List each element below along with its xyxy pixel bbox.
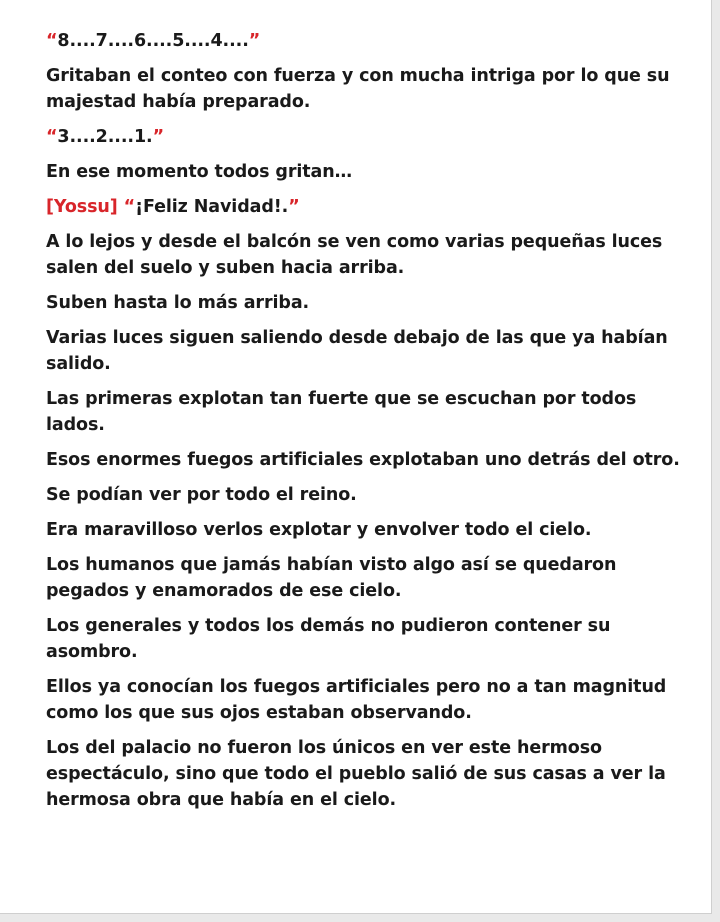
paragraph-text: Ellos ya conocían los fuegos artificiales pero no a tan magnitud como los que sus ojos estaban observando.: [46, 677, 667, 723]
paragraph: [46, 735, 686, 813]
paragraph: [46, 194, 686, 220]
paragraph-text: Varias luces siguen saliendo desde debajo de las que ya habían salido.: [46, 328, 668, 374]
paragraph: [46, 482, 686, 508]
paragraph-text: Los generales y todos los demás no pudieron contener su asombro.: [46, 616, 611, 662]
paragraph: [46, 229, 686, 281]
close-quote: ”: [248, 31, 261, 51]
paragraph: [46, 290, 686, 316]
paragraph: [46, 159, 686, 185]
paragraph-text: Se podían ver por todo el reino.: [46, 485, 357, 505]
speaker-tag: [Yossu]: [46, 197, 124, 217]
paragraph: [46, 325, 686, 377]
paragraph: [46, 386, 686, 438]
paragraph-text: Esos enormes fuegos artificiales explotaban uno detrás del otro.: [46, 450, 680, 470]
paragraph-text: Suben hasta lo más arriba.: [46, 293, 310, 313]
open-quote: “: [46, 31, 58, 51]
paragraph-text: Los del palacio no fueron los únicos en ver este hermoso espectáculo, sino que todo el pueblo salió de sus casas a ver la hermosa obra que había en el cielo.: [46, 738, 666, 810]
paragraph: [46, 517, 686, 543]
open-quote: “: [123, 197, 136, 217]
paragraph-text: 8....7....6....5....4....: [57, 31, 249, 51]
paragraph: [46, 447, 686, 473]
paragraph-text: ¡Feliz Navidad!.: [135, 197, 289, 217]
paragraph: [46, 552, 686, 604]
paragraph-text: Los humanos que jamás habían visto algo así se quedaron pegados y enamorados de ese cielo.: [46, 555, 617, 601]
close-quote: ”: [288, 197, 300, 217]
paragraph-text: Era maravilloso verlos explotar y envolver todo el cielo.: [46, 520, 592, 540]
close-quote: ”: [152, 127, 164, 147]
paragraph: [46, 613, 686, 665]
paragraph: [46, 124, 686, 150]
paragraph-text: 3....2....1.: [57, 127, 153, 147]
paragraph-text: A lo lejos y desde el balcón se ven como varias pequeñas luces salen del suelo y suben hacia arriba.: [46, 232, 663, 278]
document-body: [46, 28, 686, 822]
paragraph-text: Las primeras explotan tan fuerte que se escuchan por todos lados.: [46, 389, 637, 435]
paragraph-text: Gritaban el conteo con fuerza y con mucha intriga por lo que su majestad había preparado.: [46, 66, 670, 112]
open-quote: “: [46, 127, 58, 147]
paragraph: [46, 28, 686, 54]
paragraph: [46, 63, 686, 115]
paragraph-text: En ese momento todos gritan…: [46, 162, 352, 182]
paragraph: [46, 674, 686, 726]
